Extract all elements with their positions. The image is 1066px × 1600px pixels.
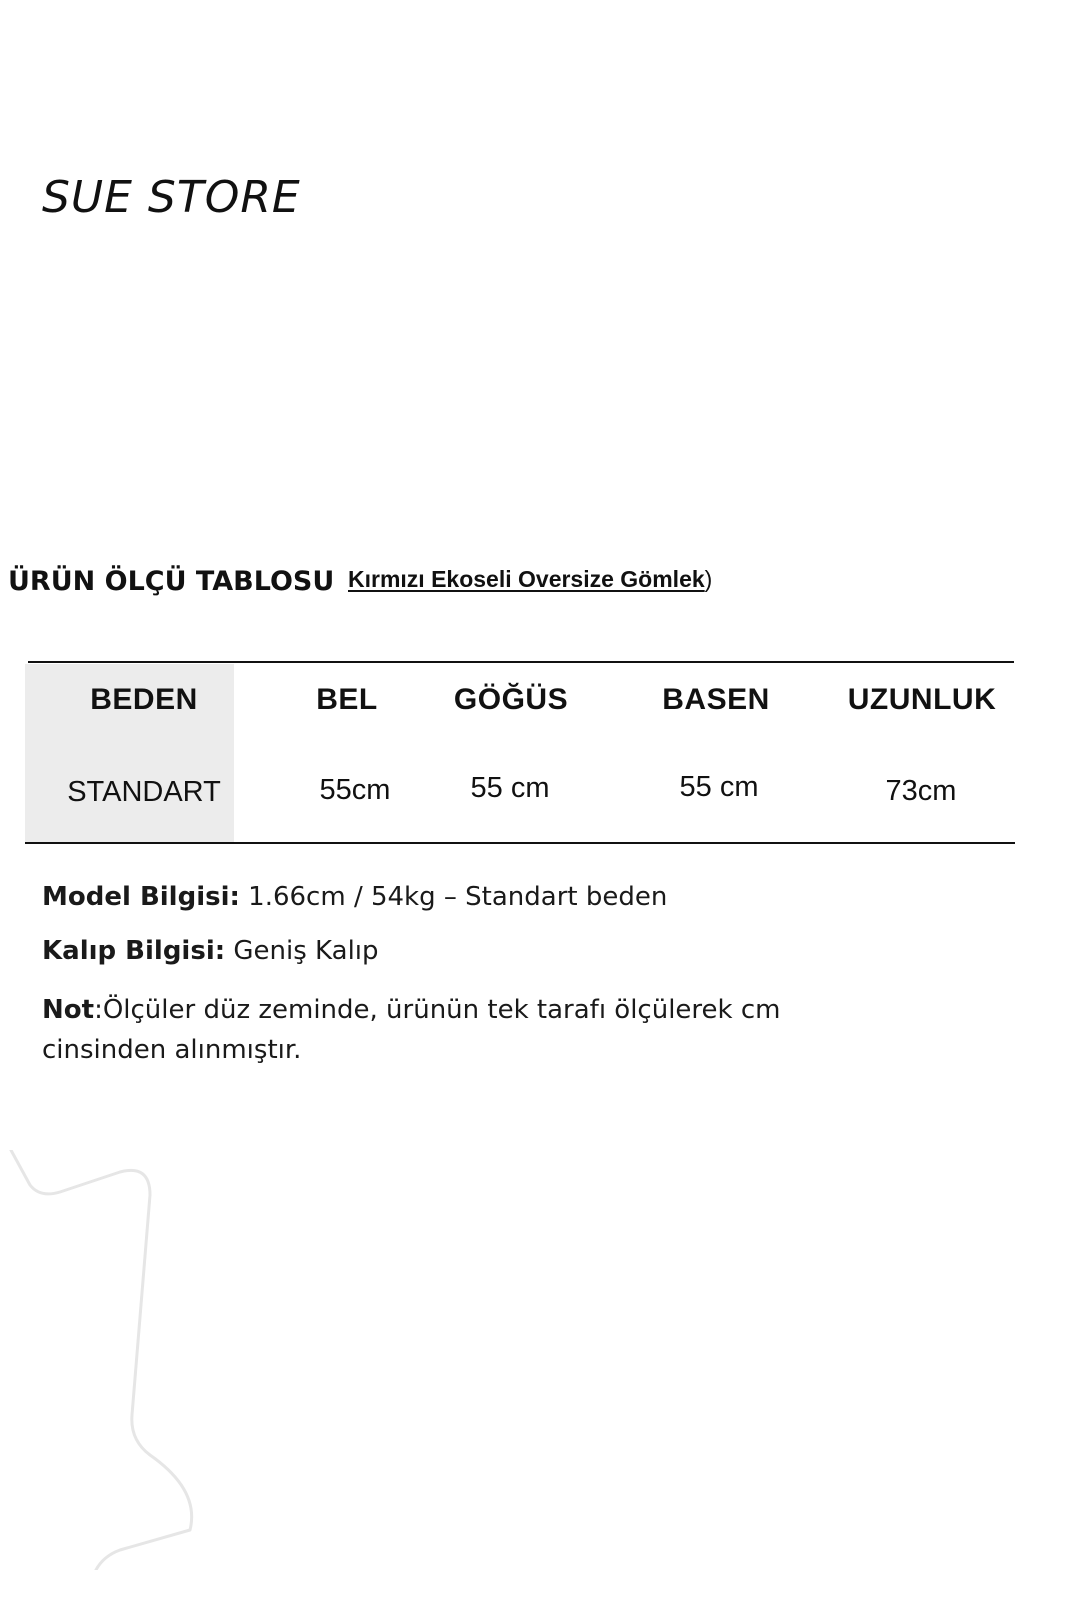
star-outline-shape	[0, 1150, 192, 1570]
cell-uzunluk: 73cm	[885, 775, 957, 807]
header-basen: BASEN	[662, 683, 770, 716]
brand-logo: SUE STORE	[42, 172, 301, 223]
model-info	[42, 882, 667, 912]
cell-bel: 55cm	[319, 774, 391, 806]
note-text: :Ölçüler düz zeminde, ürünün tek tarafı ölçülerek cm cinsinden alınmıştır.	[42, 995, 781, 1065]
size-table-heading	[8, 566, 334, 597]
star-outline-icon	[0, 1150, 240, 1570]
header-gogus: GÖĞÜS	[453, 683, 569, 716]
product-name-close-paren: )	[704, 566, 713, 592]
cell-basen: 55 cm	[679, 771, 759, 803]
product-name: Kırmızı Ekoseli Oversize Gömlek	[348, 566, 705, 592]
cell-size: STANDART	[67, 776, 221, 808]
header-bel: BEL	[316, 683, 378, 716]
table-bottom-rule	[25, 842, 1015, 844]
product-name-line	[348, 566, 712, 593]
fit-info	[42, 936, 379, 966]
cell-gogus: 55 cm	[470, 772, 550, 804]
note-label: Not	[42, 995, 95, 1025]
measurement-note	[42, 990, 822, 1070]
table-top-rule	[28, 661, 1014, 663]
model-info-label: Model Bilgisi:	[42, 882, 240, 912]
header-uzunluk: UZUNLUK	[847, 683, 997, 716]
header-beden: BEDEN	[90, 683, 198, 716]
fit-info-value: Geniş Kalıp	[225, 936, 379, 966]
size-table-title: ÜRÜN ÖLÇÜ TABLOSU	[8, 566, 335, 597]
fit-info-label: Kalıp Bilgisi:	[42, 936, 226, 966]
model-info-value: 1.66cm / 54kg – Standart beden	[239, 882, 668, 912]
